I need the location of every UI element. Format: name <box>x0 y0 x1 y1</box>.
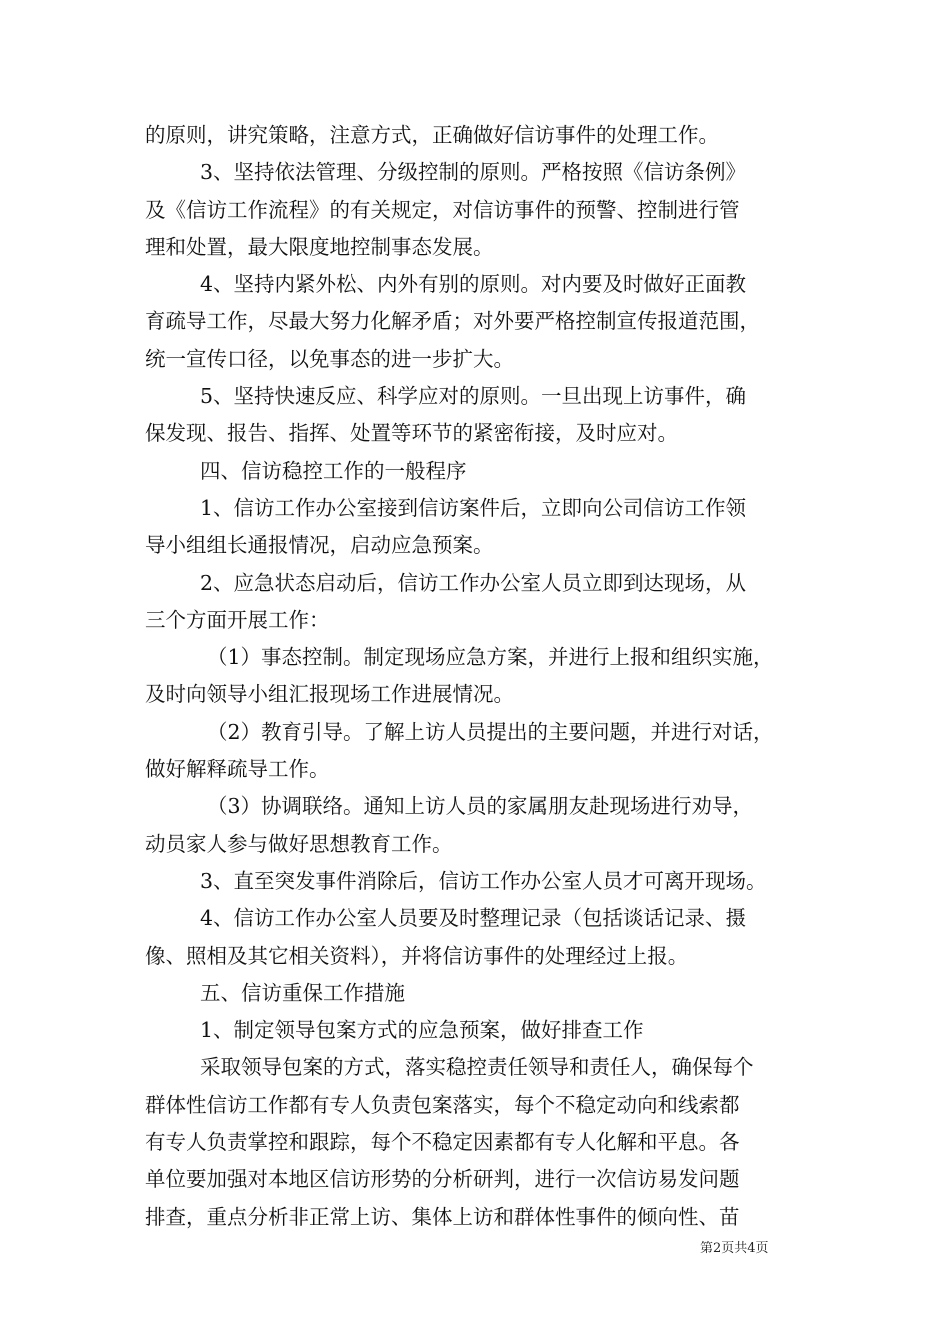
text-line: 做好解释疏导工作。 <box>145 757 330 782</box>
text-line: （1）事态控制。制定现场应急方案，并进行上报和组织实施， <box>207 645 774 670</box>
text-line: 三个方面开展工作： <box>145 607 330 632</box>
page-number: 第2页共4页 <box>700 1241 769 1256</box>
document-body <box>145 117 817 1236</box>
text-line: 5、坚持快速反应、科学应对的原则。一旦出现上访事件，确 <box>200 384 747 409</box>
text-line: 育疏导工作，尽最大努力化解矛盾；对外要严格控制宣传报道范围， <box>145 309 760 334</box>
text-line: 有专人负责掌控和跟踪，每个不稳定因素都有专人化解和平息。各 <box>145 1130 740 1155</box>
text-line: 排查，重点分析非正常上访、集体上访和群体性事件的倾向性、苗 <box>145 1204 740 1229</box>
text-line: 采取领导包案的方式，落实稳控责任领导和责任人，确保每个 <box>200 1055 754 1080</box>
text-line: 动员家人参与做好思想教育工作。 <box>145 831 453 856</box>
text-line: （2）教育引导。了解上访人员提出的主要问题，并进行对话， <box>207 719 774 744</box>
text-line: 统一宣传口径，以免事态的进一步扩大。 <box>145 346 514 371</box>
text-line: 1、信访工作办公室接到信访案件后，立即向公司信访工作领 <box>200 495 747 520</box>
section-heading: 四、信访稳控工作的一般程序 <box>200 458 467 483</box>
text-line: 群体性信访工作都有专人负责包案落实，每个不稳定动向和线索都 <box>145 1092 740 1117</box>
text-line: 3、直至突发事件消除后，信访工作办公室人员才可离开现场。 <box>200 868 767 893</box>
text-line: 4、坚持内紧外松、内外有别的原则。对内要及时做好正面教 <box>200 272 747 297</box>
text-line: （3）协调联络。通知上访人员的家属朋友赴现场进行劝导， <box>207 794 754 819</box>
text-line: 保发现、报告、指挥、处置等环节的紧密衔接，及时应对。 <box>145 421 678 446</box>
text-line: 理和处置，最大限度地控制事态发展。 <box>145 234 494 259</box>
text-line: 像、照相及其它相关资料），并将信访事件的处理经过上报。 <box>145 943 689 968</box>
text-line: 及《信访工作流程》的有关规定，对信访事件的预警、控制进行管 <box>145 197 740 222</box>
text-line: 及时向领导小组汇报现场工作进展情况。 <box>145 682 514 707</box>
text-line: 2、应急状态启动后，信访工作办公室人员立即到达现场，从 <box>200 570 747 595</box>
text-line: 单位要加强对本地区信访形势的分析研判，进行一次信访易发问题 <box>145 1167 740 1192</box>
text-line: 1、制定领导包案方式的应急预案，做好排查工作 <box>200 1018 644 1043</box>
text-line: 的原则，讲究策略，注意方式，正确做好信访事件的处理工作。 <box>145 123 719 147</box>
section-heading: 五、信访重保工作措施 <box>200 980 405 1005</box>
text-line: 导小组组长通报情况，启动应急预案。 <box>145 533 494 558</box>
text-line: 3、坚持依法管理、分级控制的原则。严格按照《信访条例》 <box>200 160 747 185</box>
text-line: 4、信访工作办公室人员要及时整理记录（包括谈话记录、摄 <box>200 906 747 931</box>
